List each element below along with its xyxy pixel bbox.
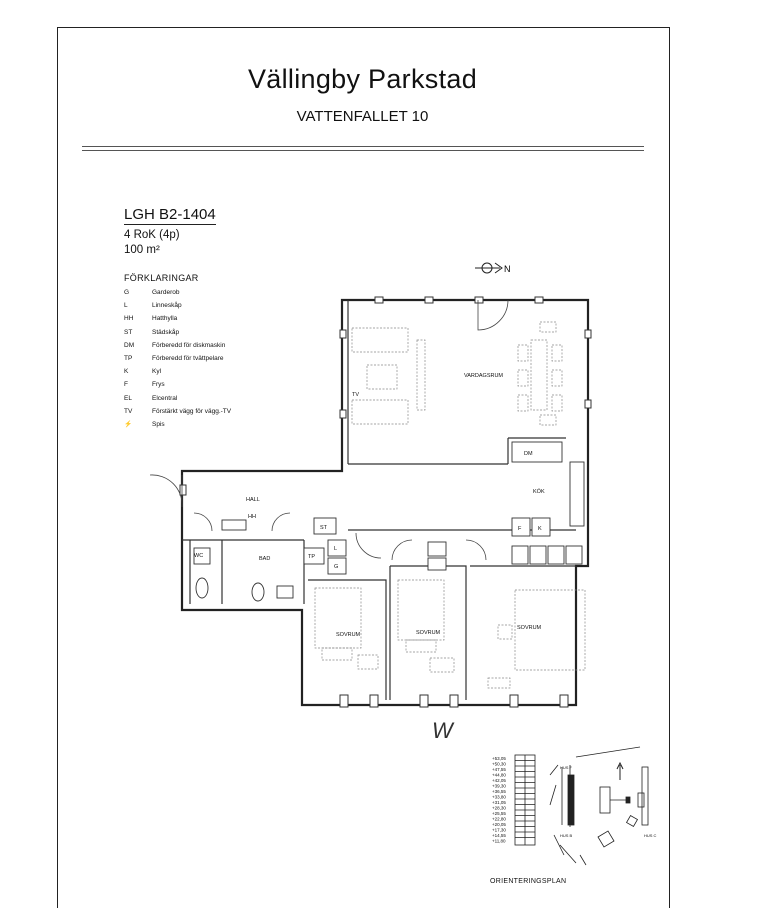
fixture-st: ST — [320, 525, 328, 531]
room-label-bedroom-1: SOVRUM — [336, 632, 361, 638]
apartment-id: LGH B2-1404 — [124, 206, 216, 223]
room-label-bath: BAD — [259, 556, 271, 562]
wall — [308, 580, 386, 700]
orientation-plan-title: ORIENTERINGSPLAN — [490, 878, 567, 885]
floor-level: +20,05 — [492, 822, 506, 827]
room-label-wc: WC — [194, 553, 204, 559]
door-swing — [478, 300, 508, 330]
legend-label: Kyl — [152, 368, 162, 376]
fixture-dm: DM — [524, 451, 533, 457]
legend-code: DM — [124, 341, 135, 349]
legend-code: G — [124, 289, 130, 296]
legend-code: EL — [124, 394, 132, 402]
room-label-bedroom-3: SOVRUM — [517, 625, 542, 631]
legend-code: HH — [124, 315, 134, 323]
door-swing — [356, 533, 381, 558]
house-f-label: HUS F — [560, 765, 572, 770]
door-swing — [194, 513, 212, 531]
orientation-plan — [480, 745, 670, 875]
compass-label: N — [504, 264, 511, 274]
floor-level: +44,80 — [492, 772, 506, 778]
legend-code: K — [124, 368, 129, 376]
fixture-l: L — [334, 546, 338, 552]
door-swing — [150, 475, 182, 507]
apartment-area: 100 m² — [124, 244, 160, 256]
door-swing — [466, 540, 486, 560]
room-label-bedroom-2: SOVRUM — [416, 630, 441, 636]
project-subtitle: VATTENFALLET 10 — [296, 108, 429, 125]
compass-icon — [617, 763, 623, 780]
floor-level: +22,80 — [492, 816, 506, 822]
floor-level: +17,30 — [492, 827, 506, 833]
floor-level: +28,30 — [492, 805, 506, 811]
floor-level: +47,55 — [492, 767, 506, 772]
compass-arrow-icon — [475, 263, 502, 273]
floor-level: +25,55 — [492, 811, 506, 816]
floor-level: +31,05 — [492, 800, 506, 805]
legend-label: Spis — [152, 421, 165, 429]
outer-wall — [182, 300, 588, 705]
legend-code: TV — [124, 407, 133, 415]
legend-label: Elcentral — [152, 394, 178, 402]
legend-label: Förstärkt vägg för vägg.-TV — [152, 407, 232, 415]
fixture-tp: TP — [308, 554, 316, 560]
floor-level: +53,05 — [492, 756, 506, 761]
door-swing — [272, 513, 290, 531]
legend-label: Frys — [152, 381, 165, 389]
floor-level: +39,30 — [492, 783, 506, 789]
legend-code: ⚡ — [124, 421, 133, 429]
floor-level: +33,80 — [492, 794, 506, 800]
legend-code: L — [124, 302, 128, 310]
fixture-tv: TV — [352, 392, 360, 398]
fixture-g: G — [334, 564, 339, 570]
legend-label: Hatthylla — [152, 315, 178, 323]
legend-code: ST — [124, 328, 133, 336]
floor-level: +14,55 — [492, 833, 506, 838]
house-b-label: HUS B — [560, 833, 573, 838]
handwritten-annotation: W — [432, 718, 453, 743]
floor-level: +50,30 — [492, 761, 506, 767]
fixture-f: F — [518, 526, 522, 532]
legend-code: TP — [124, 355, 133, 363]
legend-label: Förberedd för tvättpelare — [152, 355, 224, 363]
room-label-hall: HALL — [246, 497, 260, 503]
project-title: Vällingby Parkstad — [247, 64, 478, 94]
fixture-hh: HH — [248, 514, 256, 520]
legend-code: F — [124, 381, 128, 389]
room-label-living: VARDAGSRUM — [464, 373, 504, 379]
floor-level: +42,05 — [492, 778, 506, 783]
legend-title: FÖRKLARINGAR — [124, 273, 199, 283]
legend-label: Städskåp — [152, 328, 180, 336]
floor-level: +36,55 — [492, 789, 506, 794]
legend-label: Förberedd för diskmaskin — [152, 341, 226, 349]
apartment-rooms: 4 RoK (4p) — [124, 229, 180, 241]
room-label-kitchen: KÖK — [533, 489, 545, 495]
legend-label: Garderob — [152, 289, 180, 296]
legend-label: Linneskåp — [152, 302, 182, 310]
door-swing — [392, 540, 412, 560]
house-c-label: HUS C — [644, 833, 657, 838]
floor-level: +11,80 — [492, 838, 506, 844]
fixture-k: K — [538, 526, 542, 532]
